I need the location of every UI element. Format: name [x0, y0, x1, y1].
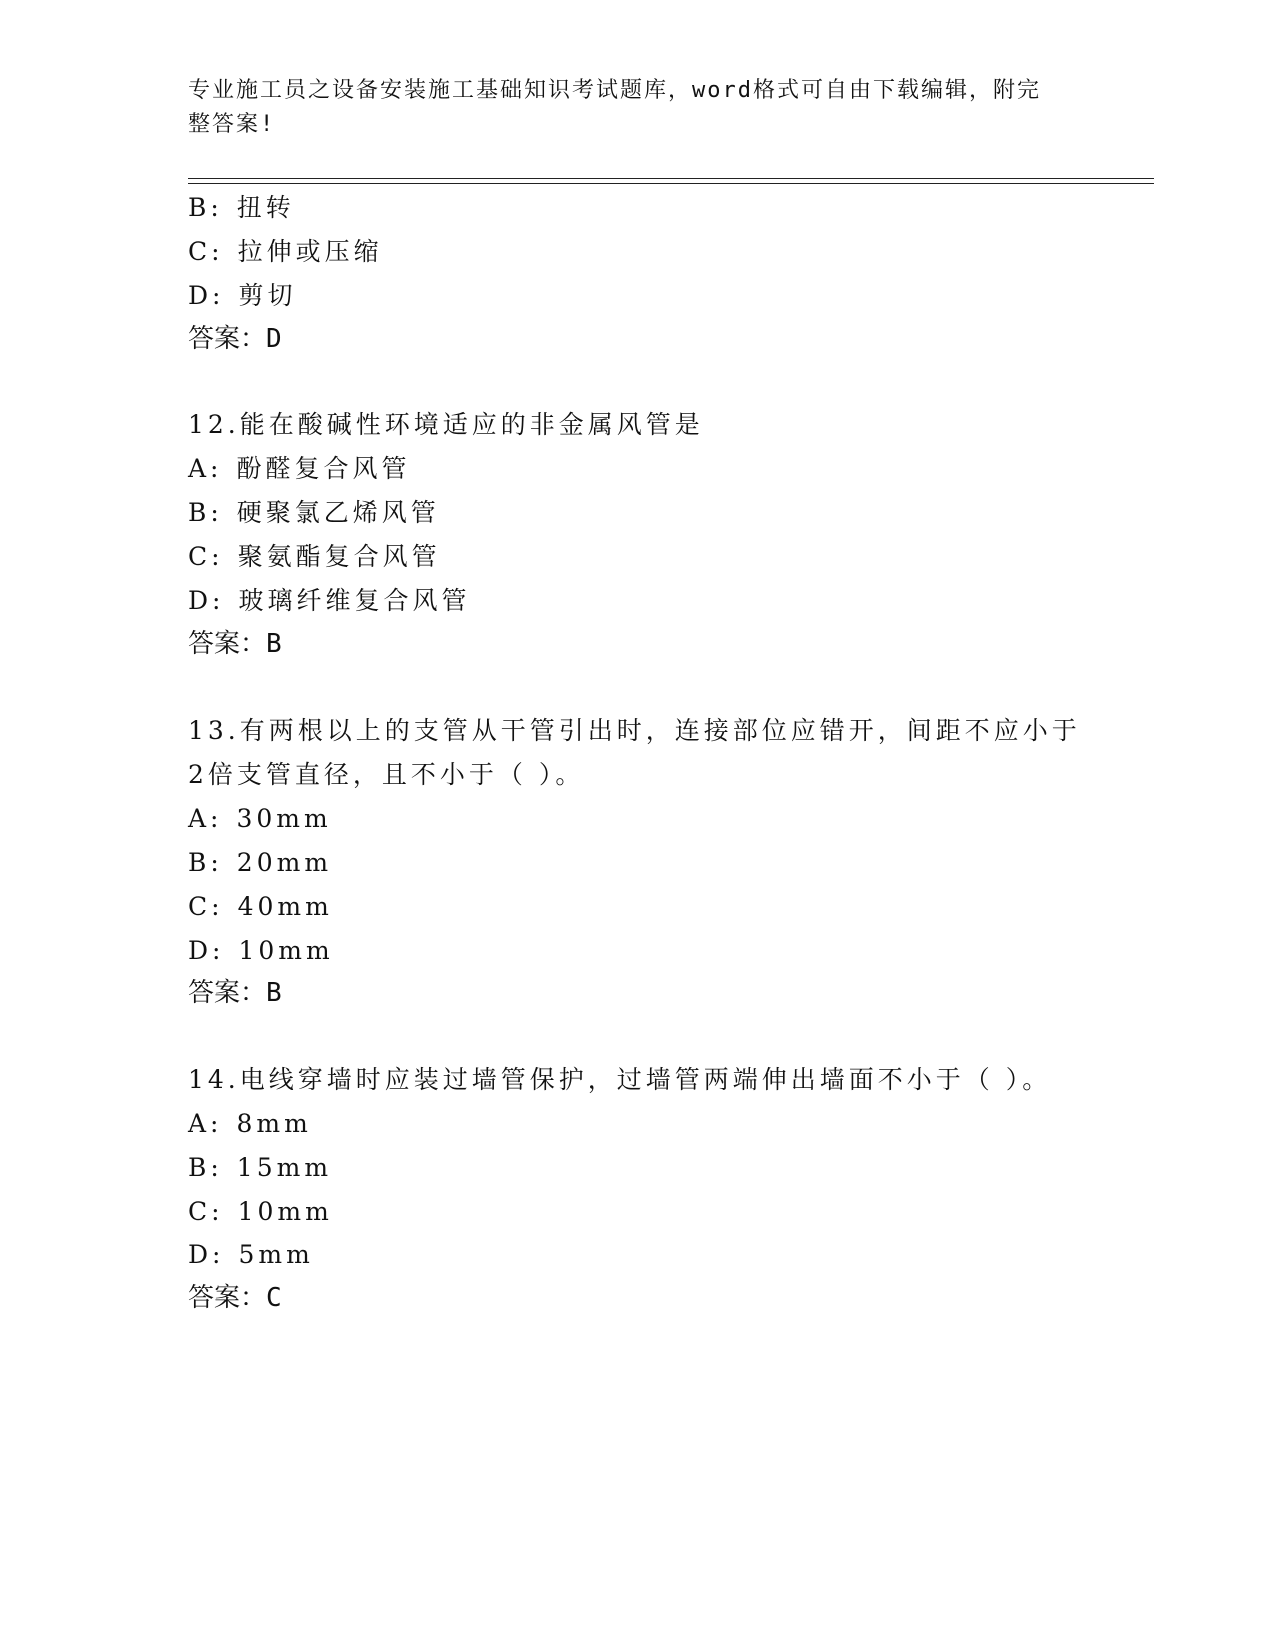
- question-13-option-a: [188, 803, 332, 835]
- option-label: D:: [188, 1240, 225, 1269]
- question-12-option-c: [188, 541, 441, 573]
- question-13-option-c: [188, 891, 333, 923]
- option-text: 40mm: [237, 892, 333, 921]
- option-text: 拉伸或压缩: [237, 237, 383, 266]
- option-label: C:: [188, 237, 224, 266]
- question-13-option-d: [188, 935, 334, 967]
- prev-option-b: [188, 192, 295, 224]
- option-label: A:: [188, 454, 223, 483]
- question-14-answer: 答案：C: [188, 1283, 282, 1313]
- option-label: C:: [188, 1197, 224, 1226]
- prev-answer: 答案：D: [188, 324, 282, 354]
- question-13-option-b: [188, 847, 332, 879]
- question-13-stem-line-1: 13.有两根以上的支管从干管引出时，连接部位应错开，间距不应小于: [188, 716, 1081, 745]
- option-text: 15mm: [236, 1153, 333, 1182]
- header-line-1: 专业施工员之设备安装施工基础知识考试题库，word格式可自由下载编辑，附完: [188, 78, 1041, 103]
- option-text: 5mm: [238, 1240, 314, 1269]
- header-divider-bottom: [188, 183, 1154, 184]
- question-12-option-d: [188, 585, 470, 617]
- option-label: B:: [188, 848, 223, 877]
- option-label: A:: [188, 1109, 223, 1138]
- option-text: 10mm: [238, 936, 334, 965]
- question-14-option-b: [188, 1152, 332, 1184]
- option-text: 20mm: [236, 848, 333, 877]
- option-text: 酚醛复合风管: [236, 454, 411, 483]
- question-12-answer: 答案：B: [188, 629, 282, 659]
- option-label: D:: [188, 936, 225, 965]
- option-text: 8mm: [236, 1109, 312, 1138]
- option-label: B:: [188, 498, 223, 527]
- option-text: 聚氨酯复合风管: [237, 542, 441, 571]
- prev-option-c: [188, 236, 383, 268]
- question-13-stem-line-2: 2倍支管直径，且不小于（ ）。: [188, 760, 585, 789]
- header-line-2: 整答案!: [188, 112, 276, 137]
- option-label: C:: [188, 892, 224, 921]
- option-text: 剪切: [238, 281, 297, 310]
- option-text: 10mm: [237, 1197, 333, 1226]
- option-text: 玻璃纤维复合风管: [238, 586, 471, 615]
- option-label: A:: [188, 804, 223, 833]
- header-divider-top: [188, 178, 1154, 179]
- document-header: [188, 74, 1088, 142]
- option-label: B:: [188, 193, 223, 222]
- option-text: 30mm: [236, 804, 332, 833]
- question-12-stem: 12.能在酸碱性环境适应的非金属风管是: [188, 410, 704, 439]
- option-text: 硬聚氯乙烯风管: [236, 498, 440, 527]
- option-text: 扭转: [236, 193, 295, 222]
- question-12-option-b: [188, 497, 440, 529]
- question-12-option-a: [188, 453, 411, 485]
- question-13-answer: 答案：B: [188, 978, 282, 1008]
- prev-option-d: [188, 280, 296, 312]
- option-label: D:: [188, 281, 225, 310]
- question-14-stem: 14.电线穿墙时应装过墙管保护，过墙管两端伸出墙面不小于（ ）。: [188, 1065, 1052, 1094]
- question-14-option-c: [188, 1196, 333, 1228]
- option-label: D:: [188, 586, 225, 615]
- question-14-option-d: [188, 1239, 314, 1271]
- question-14-option-a: [188, 1108, 312, 1140]
- option-label: B:: [188, 1153, 223, 1182]
- option-label: C:: [188, 542, 224, 571]
